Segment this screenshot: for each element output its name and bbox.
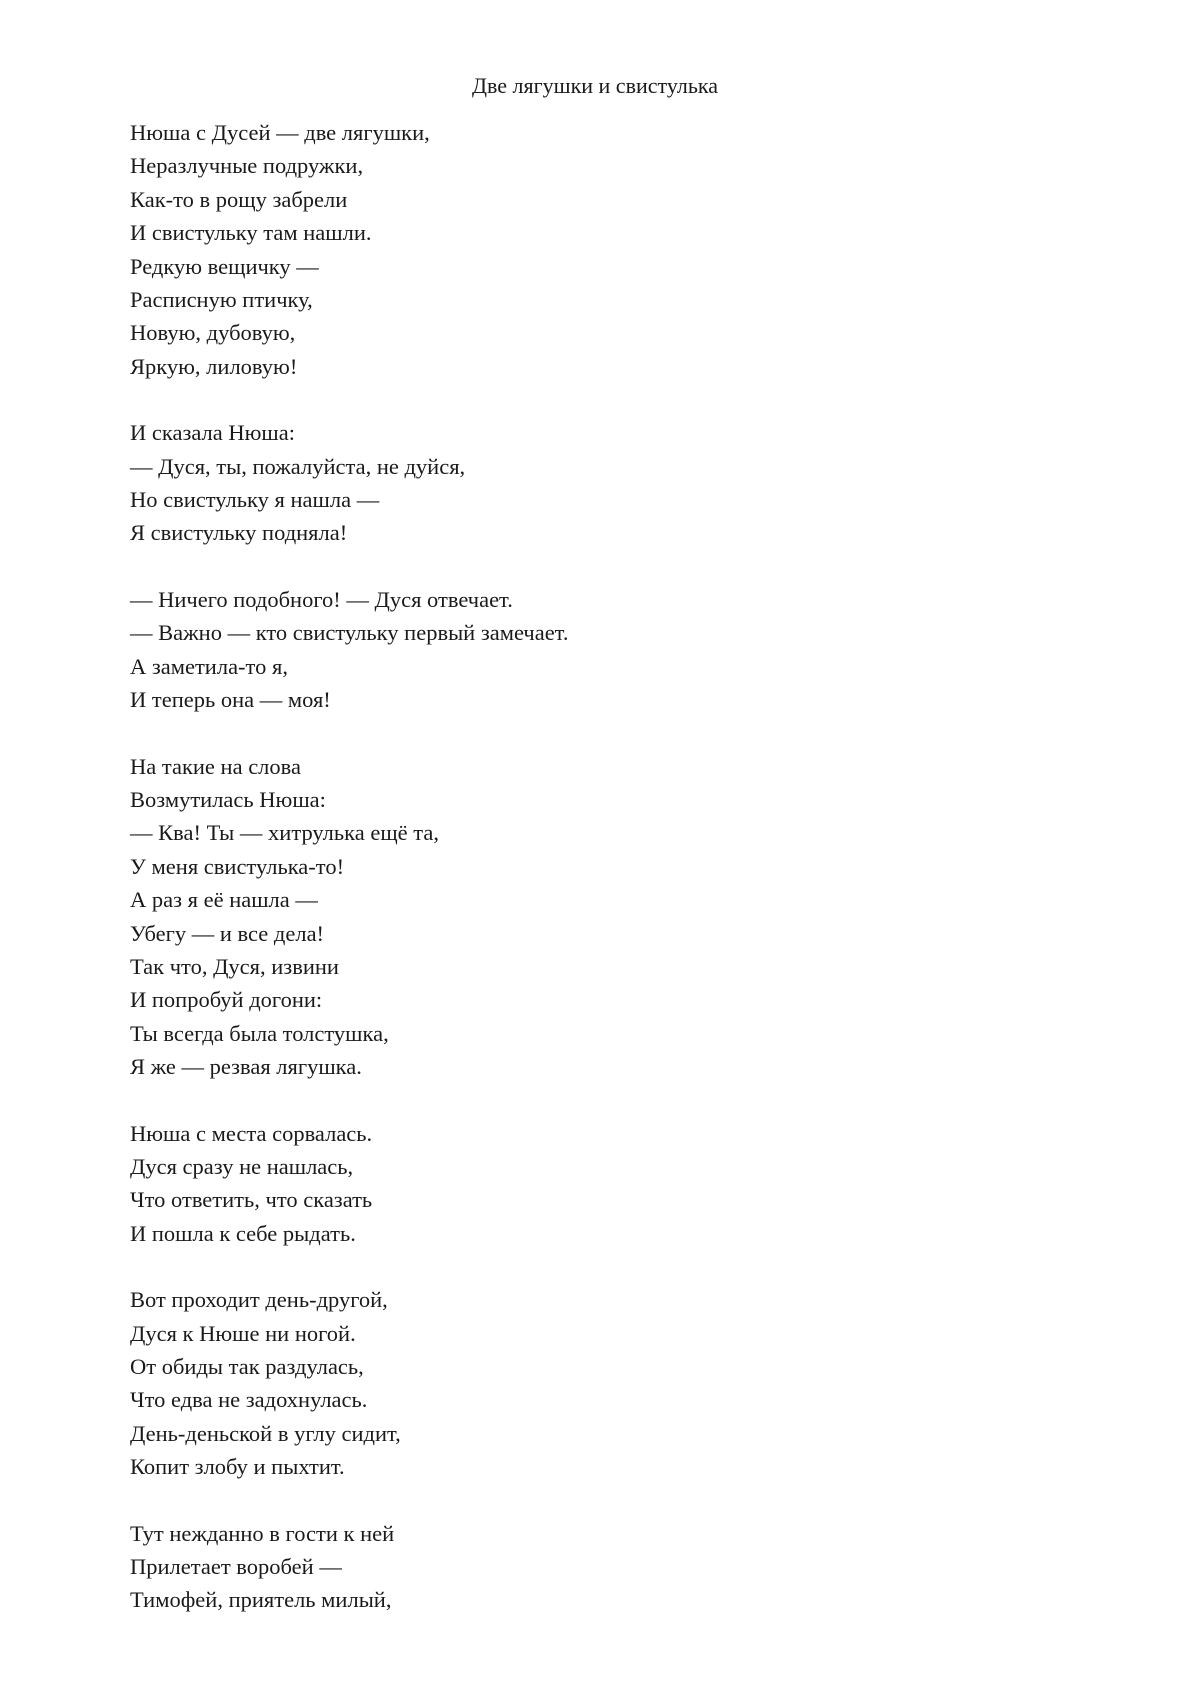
- poem-line: Нюша с Дусей — две лягушки,: [130, 120, 430, 145]
- poem-title: Две лягушки и свистулька: [471, 73, 718, 98]
- poem-line: Редкую вещичку —: [130, 253, 319, 279]
- poem-line: Ты всегда была толстушка,: [130, 1020, 389, 1046]
- poem-line: Копит злобу и пыхтит.: [130, 1454, 345, 1480]
- poem-line: И сказала Нюша:: [130, 420, 295, 446]
- poem-body: [130, 116, 1030, 1650]
- stanza: [130, 1117, 1030, 1251]
- poem-line: Прилетает воробей —: [130, 1554, 342, 1580]
- stanza: [130, 416, 1030, 550]
- poem-line: Тимофей, приятель милый,: [130, 1587, 392, 1613]
- poem-line: Неразлучные подружки,: [130, 153, 364, 179]
- stanza: [130, 750, 1030, 1084]
- poem-line: Что ответить, что сказать: [130, 1187, 373, 1213]
- poem-line: Возмутилась Нюша:: [130, 786, 326, 812]
- poem-line: — Ква! Ты — хитрулька ещё та,: [130, 820, 440, 846]
- poem-line: У меня свистулька-то!: [130, 853, 345, 879]
- poem-line: И пошла к себе рыдать.: [130, 1220, 356, 1246]
- poem-line: И попробуй догони:: [130, 987, 323, 1013]
- poem-line: Убегу — и все дела!: [130, 920, 325, 946]
- poem-line: — Ничего подобного! — Дуся отвечает.: [130, 586, 513, 612]
- poem-line: От обиды так раздулась,: [130, 1354, 364, 1379]
- stanza: [130, 116, 1030, 383]
- poem-line: Дуся к Нюше ни ногой.: [130, 1320, 356, 1346]
- poem-line: Яркую, лиловую!: [130, 353, 298, 379]
- poem-line: И свистульку там нашли.: [130, 220, 372, 246]
- poem-line: Но свистульку я нашла —: [130, 487, 380, 513]
- stanza: [130, 1283, 1030, 1483]
- poem-line: Как-то в рощу забрели: [130, 186, 348, 212]
- poem-line: Тут нежданно в гости к ней: [130, 1520, 395, 1546]
- poem-line: На такие на слова: [130, 753, 301, 779]
- stanza: [130, 1517, 1030, 1617]
- poem-line: А раз я её нашла —: [130, 887, 318, 913]
- poem-line: Нюша с места сорвалась.: [130, 1120, 373, 1146]
- stanza: [130, 583, 1030, 717]
- poem-line: И теперь она — моя!: [130, 687, 331, 713]
- poem-line: Вот проходит день-другой,: [130, 1287, 388, 1313]
- poem-line: Так что, Дуся, извини: [130, 953, 339, 979]
- poem-line: День-деньской в углу сидит,: [130, 1420, 401, 1446]
- poem-line: Я же — резвая лягушка.: [130, 1054, 362, 1080]
- poem-line: — Важно — кто свистульку первый замечает.: [130, 620, 569, 646]
- poem-line: Новую, дубовую,: [130, 320, 296, 346]
- poem-line: Дуся сразу не нашлась,: [130, 1153, 354, 1179]
- poem-line: Я свистульку подняла!: [130, 520, 348, 546]
- poem-line: Что едва не задохнулась.: [130, 1387, 368, 1413]
- poem-line: А заметила-то я,: [130, 653, 288, 679]
- poem-line: — Дуся, ты, пожалуйста, не дуйся,: [130, 453, 466, 479]
- poem-line: Расписную птичку,: [130, 287, 313, 313]
